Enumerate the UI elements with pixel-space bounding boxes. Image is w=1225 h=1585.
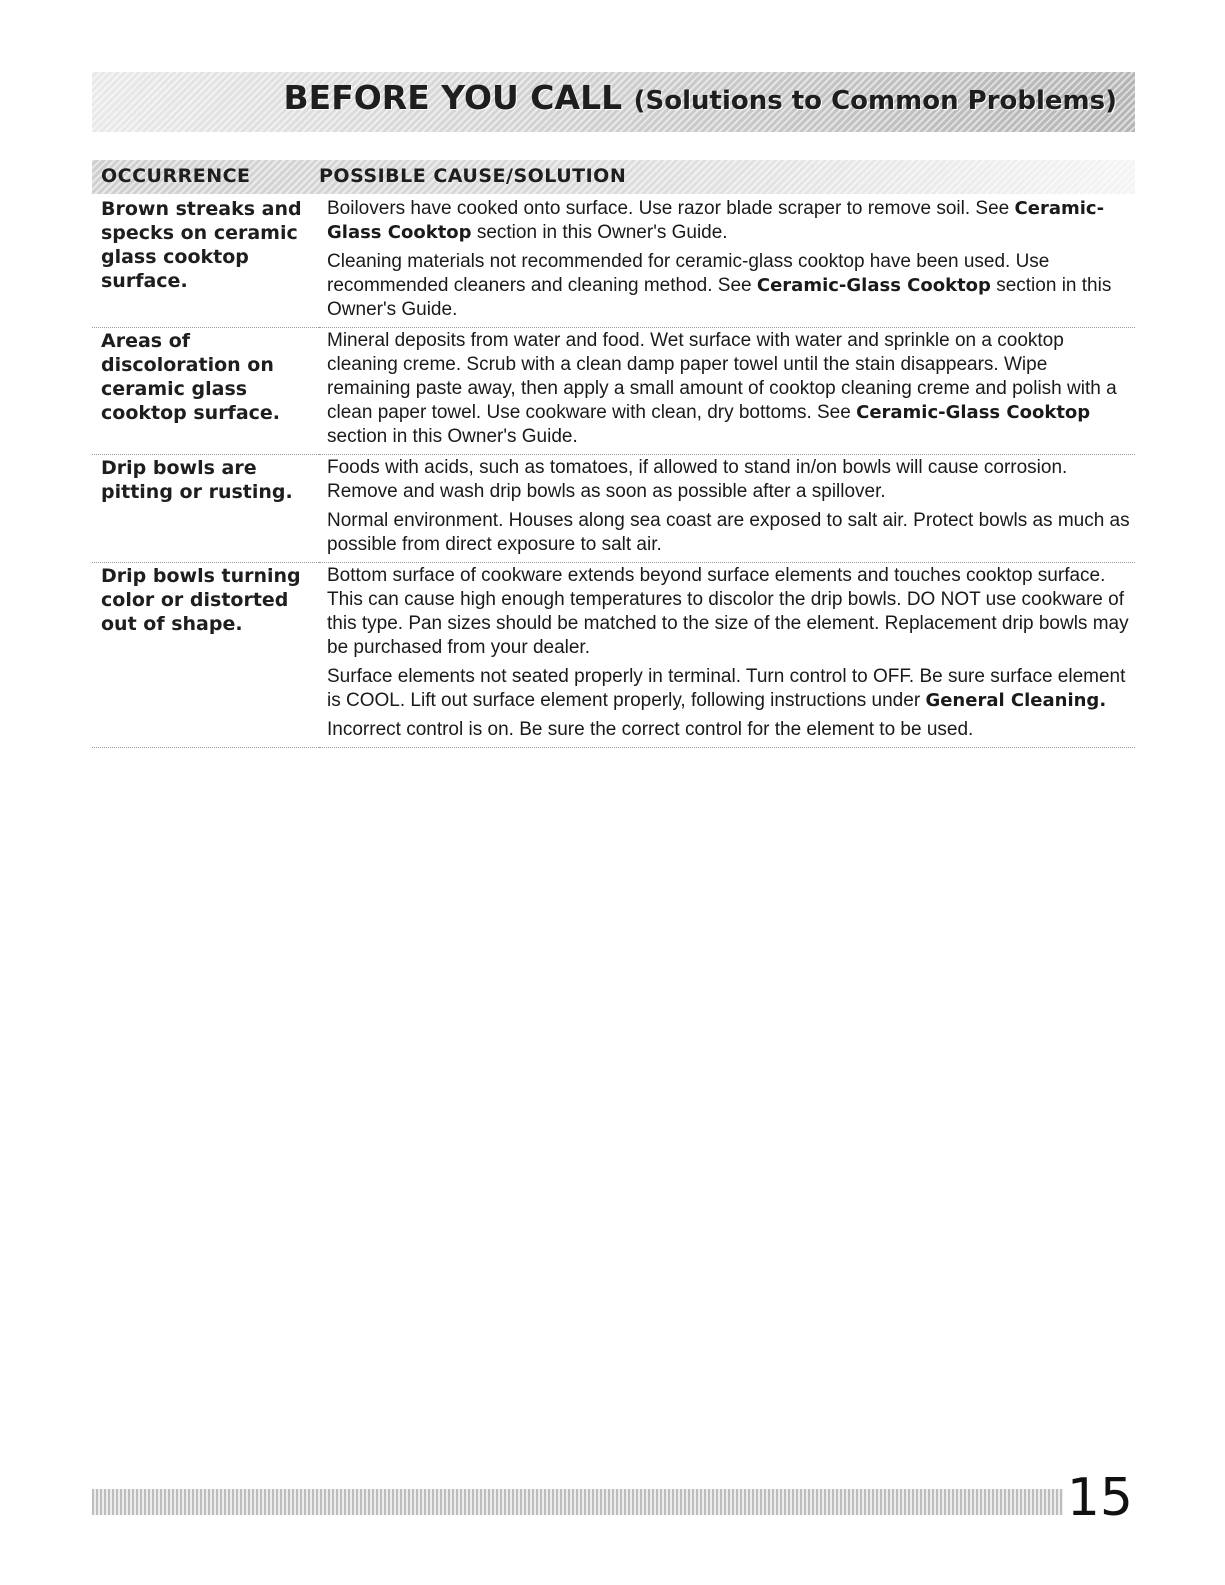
solution-paragraph [327, 718, 1135, 742]
solution-paragraph [327, 665, 1135, 713]
table-row [92, 563, 1135, 748]
solution-cell [319, 563, 1135, 748]
solution-paragraph [327, 197, 1135, 245]
solution-text: section in this Owner's Guide. [327, 275, 1112, 320]
table-row [92, 455, 1135, 563]
occurrence-cell: Areas of discoloration on ceramic glass cooktop surface. [92, 328, 319, 455]
solution-text: Foods with acids, such as tomatoes, if allowed to stand in/on bowls will cause corrosion. Remove and wash drip bowls as soon as possible after a spillover. [327, 457, 1068, 502]
table-row [92, 328, 1135, 455]
troubleshooting-rows [92, 196, 1135, 748]
solution-paragraph [327, 329, 1135, 449]
solution-text: section in this Owner's Guide. [327, 426, 578, 447]
section-reference: Ceramic-Glass Cooktop [756, 275, 991, 296]
section-reference: Ceramic-Glass Cooktop [856, 402, 1091, 423]
footer-band [92, 1489, 1135, 1515]
occurrence-cell: Drip bowls turning color or distorted out of shape. [92, 563, 319, 748]
page-title-main: BEFORE YOU CALL [283, 78, 623, 117]
troubleshooting-table [92, 196, 1135, 748]
page-title-subtitle: (Solutions to Common Problems) [633, 86, 1117, 116]
occurrence-cell: Drip bowls are pitting or rusting. [92, 455, 319, 563]
section-reference: Ceramic-Glass Cooktop [327, 198, 1105, 243]
solution-text: Mineral deposits from water and food. Wet surface with water and sprinkle on a cooktop cleaning creme. Scrub with a clean damp paper towel until the stain disappears. Wipe remaining paste away, then apply a small amount of cooktop cleaning creme and polish with a clean paper towel. Use cookware with clean, dry bottoms. See [327, 330, 1117, 423]
solution-text: section in this Owner's Guide. [471, 222, 728, 243]
solution-text: Boilovers have cooked onto surface. Use razor blade scraper to remove soil. See [327, 198, 1015, 219]
solution-text: Surface elements not seated properly in terminal. Turn control to OFF. Be sure surface element is COOL. Lift out surface element properly, following instructions under [327, 666, 1126, 711]
solution-cell [319, 328, 1135, 455]
solution-paragraph [327, 456, 1135, 504]
section-reference: General Cleaning. [925, 690, 1107, 711]
page-number: 15 [1063, 1468, 1137, 1528]
solution-text: Normal environment. Houses along sea coast are exposed to salt air. Protect bowls as much as possible from direct exposure to salt air. [327, 510, 1130, 555]
occurrence-cell: Brown streaks and specks on ceramic glass cooktop surface. [92, 196, 319, 328]
solution-paragraph [327, 509, 1135, 557]
solution-paragraph [327, 564, 1135, 660]
column-header-solution: POSSIBLE CAUSE/SOLUTION [319, 165, 627, 187]
page-title [284, 78, 1117, 117]
solution-text: Cleaning materials not recommended for ceramic-glass cooktop have been used. Use recommended cleaners and cleaning method. See [327, 251, 1050, 296]
table-row [92, 196, 1135, 328]
solution-text: Incorrect control is on. Be sure the correct control for the element to be used. [327, 719, 974, 740]
solution-cell [319, 455, 1135, 563]
solution-text: Bottom surface of cookware extends beyond surface elements and touches cooktop surface. This can cause high enough temperatures to discolor the drip bowls. DO NOT use cookware of this type. Pan sizes should be matched to the size of the element. Replacement drip bowls may be purchased from your dealer. [327, 565, 1129, 658]
page-header-band [92, 72, 1135, 132]
solution-paragraph [327, 250, 1135, 322]
column-header-occurrence: OCCURRENCE [101, 165, 251, 187]
solution-cell [319, 196, 1135, 328]
column-header-band [92, 160, 1135, 194]
